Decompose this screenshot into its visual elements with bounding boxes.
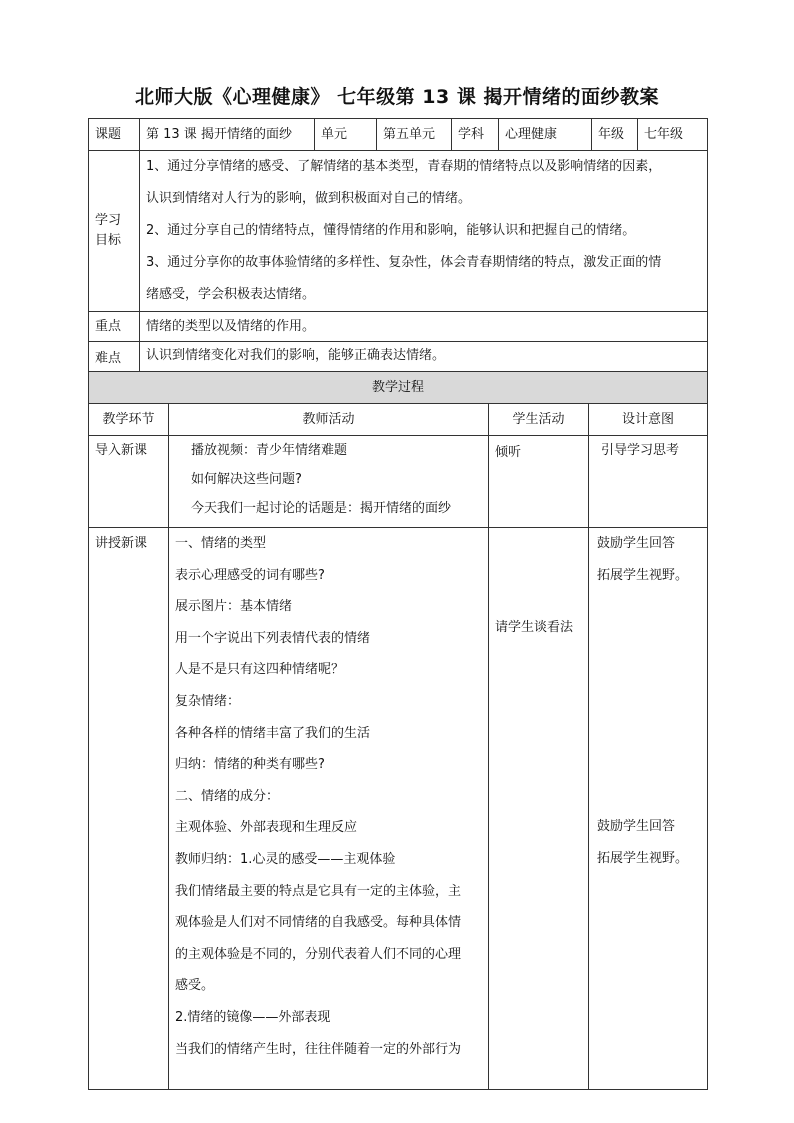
goals-label-line-2: 目标: [95, 233, 122, 248]
teaching-process-table: [88, 371, 708, 1090]
teacher-activity-line: 教师归纳：1.心灵的感受——主观体验: [175, 851, 396, 867]
student-activity-text: 请学生谈看法: [495, 620, 574, 635]
process-header: 教学过程: [89, 372, 708, 404]
teacher-activity-line: 感受。: [175, 978, 215, 994]
teacher-activity-cell: [169, 528, 489, 1090]
stage-cell: 导入新课: [89, 436, 169, 528]
difficulty-label: 难点: [89, 342, 140, 377]
table-row: [89, 436, 708, 528]
teacher-activity-line: 展示图片：基本情绪: [175, 599, 293, 615]
teacher-activity-line: 主观体验、外部表现和生理反应: [175, 820, 358, 836]
student-activity-cell: 倾听: [489, 436, 589, 528]
teacher-activity-line: 当我们的情绪产生时，往往伴随着一定的外部行为: [175, 1041, 462, 1057]
teacher-activity-line: 表示心理感受的词有哪些?: [175, 567, 325, 583]
grade-label: 年级: [592, 119, 638, 151]
teacher-activity-line: 二、情绪的成分：: [175, 788, 280, 804]
design-intent-line: 拓展学生视野。: [597, 567, 689, 583]
teacher-activity-line: 人是不是只有这四种情绪呢？: [175, 662, 345, 678]
teacher-activity-line: 一、情绪的类型: [175, 536, 267, 551]
goal-line: 认识到情绪对人行为的影响，做到积极面对自己的情绪。: [146, 191, 472, 206]
column-header: 设计意图: [589, 404, 708, 436]
grade-value: 七年级: [638, 119, 708, 151]
column-header: 学生活动: [489, 404, 589, 436]
topic-value: 第 13 课 揭开情绪的面纱: [140, 119, 315, 151]
goal-line: 3、通过分享你的故事体验情绪的多样性、复杂性，体会青春期情绪的特点，激发正面的情: [146, 255, 662, 270]
goal-line: 绪感受，学会积极表达情绪。: [146, 287, 316, 302]
teacher-activity-line: 观体验是人们对不同情绪的自我感受。每种具体情: [175, 915, 462, 931]
goals-label-line-1: 学习: [95, 213, 122, 228]
design-intent-line: 鼓励学生回答: [597, 819, 676, 835]
goal-line: 2、通过分享自己的情绪特点，懂得情绪的作用和影响，能够认识和把握自己的情绪。: [146, 223, 636, 238]
design-intent-cell: [589, 436, 708, 528]
subject-value: 心理健康: [499, 119, 592, 151]
teacher-activity-line: 的主观体验是不同的，分别代表着人们不同的心理: [175, 946, 462, 962]
teacher-activity-line: 各种各样的情绪丰富了我们的生活: [175, 725, 371, 741]
design-intent-line: 拓展学生视野。: [597, 850, 689, 866]
teacher-activity-cell: [169, 436, 489, 528]
design-intent-cell: [589, 528, 708, 1090]
teacher-activity-line: 2.情绪的镜像——外部表现: [175, 1009, 331, 1025]
design-intent-line: 引导学习思考: [601, 443, 680, 458]
goals-label: [89, 151, 140, 312]
topic-label: 课题: [89, 119, 140, 151]
design-intent-line: 鼓励学生回答: [597, 536, 676, 551]
teacher-activity-line: 用一个字说出下列表情代表的情绪: [175, 630, 371, 646]
teacher-activity-line: 播放视频：青少年情绪难题: [191, 443, 348, 458]
key-point-value: 情绪的类型以及情绪的作用。: [140, 312, 708, 342]
key-point-label: 重点: [89, 312, 140, 342]
lesson-info-table: [88, 118, 708, 377]
difficulty-value: 认识到情绪变化对我们的影响，能够正确表达情绪。: [140, 342, 708, 377]
student-activity-cell: [489, 528, 589, 1090]
goal-line: 1、通过分享情绪的感受、了解情绪的基本类型，青春期的情绪特点以及影响情绪的因素，: [146, 159, 662, 174]
goals-content: [140, 151, 708, 312]
teacher-activity-line: 如何解决这些问题?: [191, 472, 302, 487]
unit-label: 单元: [315, 119, 377, 151]
teacher-activity-line: 今天我们一起讨论的话题是：揭开情绪的面纱: [191, 501, 452, 516]
table-row: [89, 528, 708, 1090]
document-title: 北师大版《心理健康》 七年级第 13 课 揭开情绪的面纱教案: [135, 86, 659, 108]
unit-value: 第五单元: [377, 119, 452, 151]
teacher-activity-line: 复杂情绪：: [175, 693, 241, 709]
teacher-activity-line: 归纳：情绪的种类有哪些?: [175, 757, 325, 773]
subject-label: 学科: [452, 119, 499, 151]
column-header: 教学环节: [89, 404, 169, 436]
teacher-activity-line: 我们情绪最主要的特点是它具有一定的主体验，主: [175, 883, 462, 899]
stage-cell: 讲授新课: [89, 528, 169, 1090]
column-header: 教师活动: [169, 404, 489, 436]
